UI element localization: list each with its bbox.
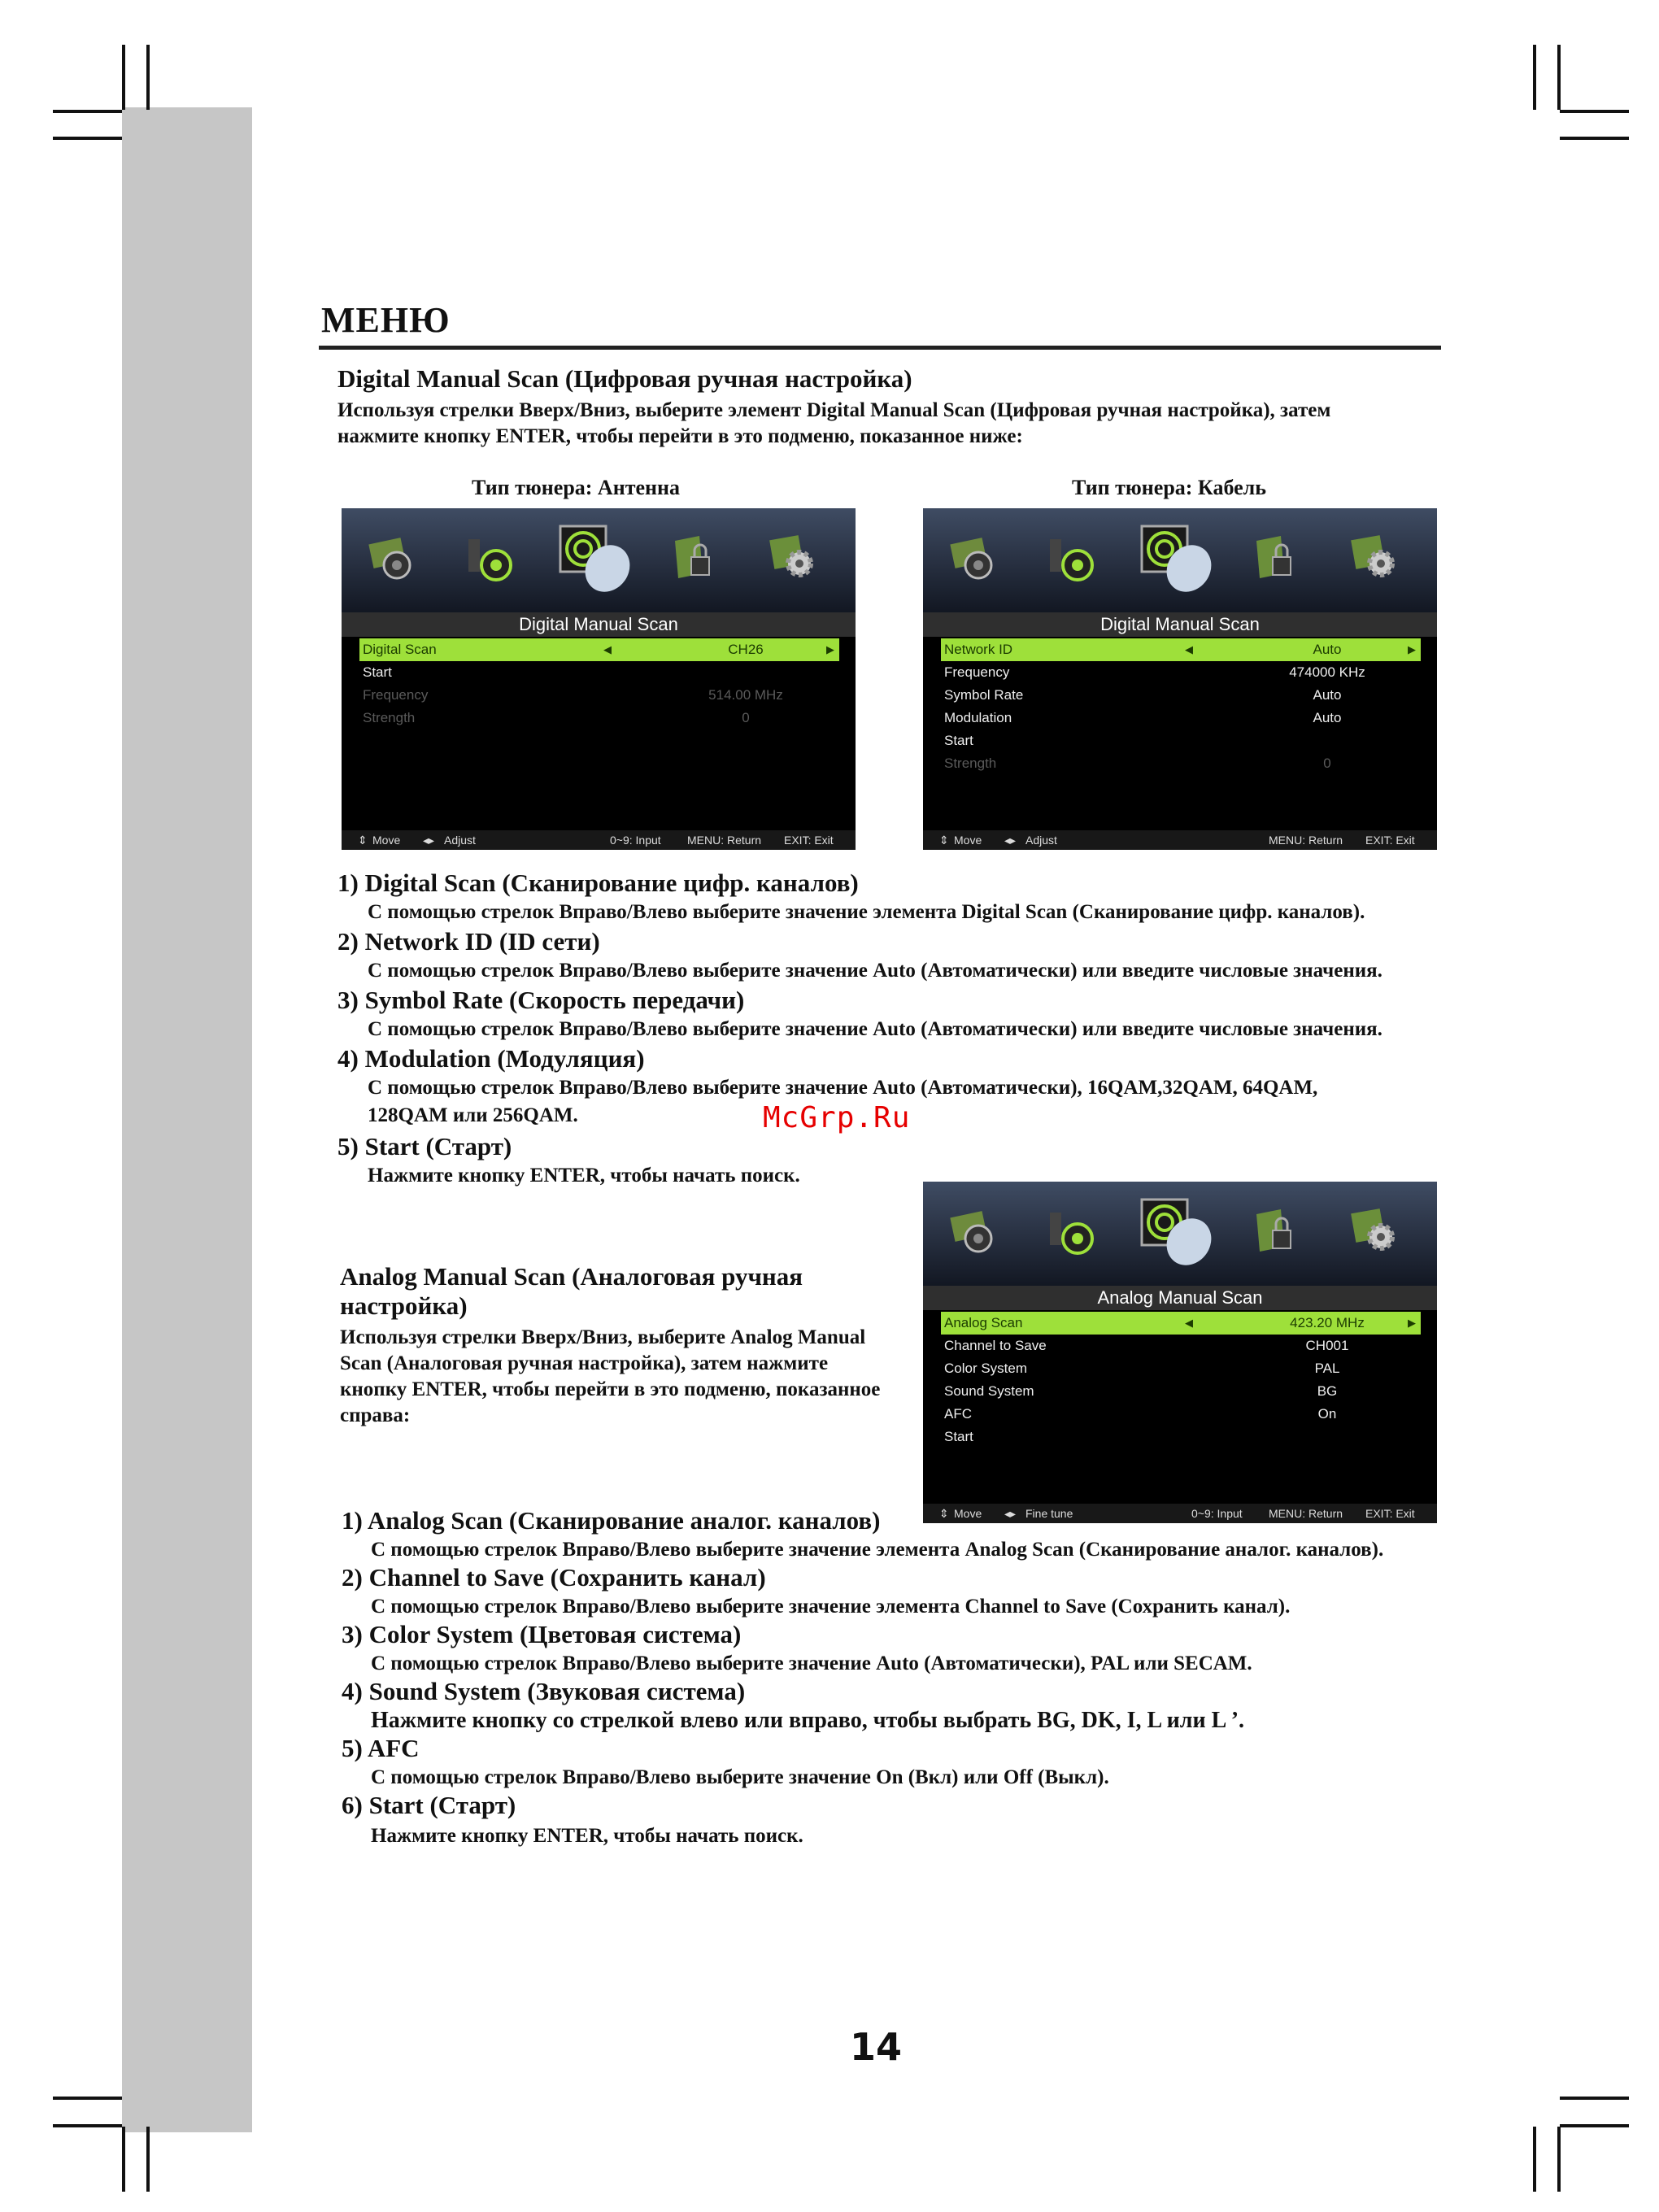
page-title: МЕНЮ [321,300,451,340]
analog-heading-line1: Analog Manual Scan (Аналоговая ручная [340,1262,803,1291]
side-band [122,107,252,2132]
footer-input: 0~9: Input [1191,1507,1243,1520]
left-arrow-icon[interactable]: ◀ [1185,1317,1193,1329]
menu-row-strength [941,752,1421,775]
footer-input: 0~9: Input [610,834,661,847]
digital-intro-line1: Используя стрелки Вверх/Вниз, выберите элемент Digital Manual Scan (Цифровая ручная настройка), затем [337,399,1331,421]
menu-row-network-id[interactable] [941,638,1421,661]
menu-title: Digital Manual Scan [923,612,1437,637]
row-label: Start [944,1429,973,1444]
footer-exit: EXIT: Exit [784,834,834,847]
analog-item-title: 5) AFC [342,1734,420,1762]
menu-row-modulation[interactable] [941,707,1421,729]
footer-move: Move [954,1507,982,1520]
digital-item-title: 3) Symbol Rate (Скорость передачи) [337,986,745,1014]
analog-item-text: Нажмите кнопку ENTER, чтобы начать поиск. [371,1825,803,1847]
icon-bar [923,508,1437,612]
analog-item-title: 2) Channel to Save (Сохранить канал) [342,1563,766,1592]
digital-item-text: С помощью стрелок Вправо/Влево выберите значение элемента Digital Scan (Сканирование цифр. каналов). [368,901,1365,923]
leftright-arrow-icon: ◂▸ [1004,834,1017,847]
lock-icon [1248,1206,1300,1258]
digital-item-text: С помощью стрелок Вправо/Влево выберите значение Auto (Автоматически) или введите числовые значения. [368,960,1382,982]
analog-item-text: С помощью стрелок Вправо/Влево выберите значение элемента Channel to Save (Сохранить канал). [371,1596,1291,1618]
picture-icon [947,533,999,585]
footer-exit: EXIT: Exit [1365,834,1415,847]
crop-mark [1560,137,1629,140]
footer-adjust: Adjust [1025,834,1057,847]
sound-icon [464,533,516,585]
row-value: Auto [1313,687,1342,703]
caption-antenna: Тип тюнера: Антенна [472,476,680,499]
row-label: AFC [944,1406,972,1422]
analog-item-title: 4) Sound System (Звуковая система) [342,1677,746,1705]
footer-exit: EXIT: Exit [1365,1507,1415,1520]
analog-intro-line: кнопку ENTER, чтобы перейти в это подменю, показанное [340,1378,881,1400]
row-value: Auto [1313,710,1342,725]
digital-item-title: 2) Network ID (ID сети) [337,927,600,956]
crop-mark [53,137,122,140]
tv-screen-cable [923,508,1437,850]
crop-mark [53,110,122,113]
row-label: Symbol Rate [944,687,1024,703]
digital-item-title: 5) Start (Старт) [337,1132,512,1160]
row-label: Strength [363,710,416,725]
menu-row-strength [359,707,839,729]
channel-icon [1139,523,1213,594]
row-label: Frequency [944,664,1010,680]
leftright-arrow-icon: ◂▸ [1004,1507,1017,1520]
crop-mark [146,45,150,110]
menu-row-color-system[interactable] [941,1357,1421,1380]
row-label: Modulation [944,710,1012,725]
settings-gear-icon [1350,1206,1402,1258]
menu-row-frequency [359,684,839,707]
digital-item-title: 4) Modulation (Модуляция) [337,1044,645,1073]
menu-footer [923,830,1437,850]
digital-item-text: С помощью стрелок Вправо/Влево выберите значение Auto (Автоматически) или введите числовые значения. [368,1018,1382,1040]
menu-row-start[interactable] [359,661,839,684]
menu-row-afc[interactable] [941,1403,1421,1426]
digital-item-text: Нажмите кнопку ENTER, чтобы начать поиск. [368,1165,800,1187]
tv-screen-antenna [342,508,856,850]
right-arrow-icon[interactable]: ▶ [1408,643,1416,655]
digital-item-title: 1) Digital Scan (Сканирование цифр. каналов) [337,869,859,897]
caption-cable: Тип тюнера: Кабель [1072,476,1266,499]
watermark-text: McGrp.Ru [763,1101,911,1134]
row-label: Color System [944,1361,1028,1376]
settings-gear-icon [1350,533,1402,585]
right-arrow-icon[interactable]: ▶ [1408,1317,1416,1329]
crop-mark [1560,2124,1629,2127]
analog-intro-line: Scan (Аналоговая ручная настройка), затем нажмите [340,1352,829,1374]
analog-item-text: С помощью стрелок Вправо/Влево выберите значение Auto (Автоматически), PAL или SECAM. [371,1652,1252,1674]
analog-item-title: 1) Analog Scan (Сканирование аналог. каналов) [342,1506,881,1535]
menu-row-start[interactable] [941,1426,1421,1448]
icon-bar [342,508,856,612]
footer-adjust: Adjust [444,834,476,847]
menu-footer [923,1504,1437,1523]
row-label: Strength [944,755,997,771]
crop-mark [122,45,125,110]
crop-mark [1560,110,1629,113]
crop-mark [1533,2127,1536,2192]
picture-icon [366,533,418,585]
crop-mark [53,2124,122,2127]
crop-mark [146,2127,150,2192]
sound-icon [1045,1206,1097,1258]
analog-intro-line: справа: [340,1404,411,1426]
digital-intro-line2: нажмите кнопку ENTER, чтобы перейти в это подменю, показанное ниже: [337,425,1023,447]
menu-title: Analog Manual Scan [923,1286,1437,1310]
picture-icon [947,1206,999,1258]
crop-mark [1533,45,1536,110]
settings-gear-icon [769,533,821,585]
digital-heading: Digital Manual Scan (Цифровая ручная настройка) [337,364,912,393]
icon-bar [923,1182,1437,1286]
row-value: CH001 [1305,1338,1349,1353]
footer-move: Move [954,834,982,847]
updown-arrow-icon: ⇕ [939,834,949,847]
row-label: Digital Scan [363,642,437,657]
row-label: Analog Scan [944,1315,1023,1330]
row-value: 0 [742,710,750,725]
left-arrow-icon[interactable]: ◀ [603,643,612,655]
row-label: Start [944,733,973,748]
analog-item-title: 3) Color System (Цветовая система) [342,1620,742,1648]
row-label: Network ID [944,642,1013,657]
channel-icon [1139,1196,1213,1268]
updown-arrow-icon: ⇕ [358,834,368,847]
row-value: 0 [1323,755,1331,771]
digital-item-text: С помощью стрелок Вправо/Влево выберите значение Auto (Автоматически), 16QAM,32QAM, 64QAM, [368,1077,1318,1099]
footer-adjust: Fine tune [1025,1507,1073,1520]
menu-row-sound-system[interactable] [941,1380,1421,1403]
crop-mark [1557,2127,1561,2192]
row-label: Sound System [944,1383,1034,1399]
digital-item-text-cont: 128QAM или 256QAM. [368,1104,578,1126]
analog-heading-line2: настройка) [340,1291,468,1320]
row-value: 474000 KHz [1289,664,1365,680]
row-value: BG [1317,1383,1338,1399]
footer-menu: MENU: Return [687,834,762,847]
analog-item-title: 6) Start (Старт) [342,1791,516,1819]
menu-row-start[interactable] [941,729,1421,752]
channel-icon [557,523,632,594]
updown-arrow-icon: ⇕ [939,1507,949,1520]
leftright-arrow-icon: ◂▸ [423,834,435,847]
title-divider [319,346,1441,350]
row-label: Start [363,664,392,680]
row-label: Channel to Save [944,1338,1047,1353]
menu-row-channel-to-save[interactable] [941,1335,1421,1357]
crop-mark [53,2097,122,2100]
menu-row-analog-scan[interactable] [941,1312,1421,1335]
row-value: 423.20 MHz [1290,1315,1365,1330]
crop-mark [122,2127,125,2192]
footer-move: Move [372,834,401,847]
lock-icon [667,533,719,585]
menu-footer [342,830,856,850]
crop-mark [1557,45,1561,110]
row-label: Frequency [363,687,429,703]
footer-menu: MENU: Return [1269,834,1343,847]
row-value: PAL [1314,1361,1340,1376]
row-value: CH26 [728,642,764,657]
right-arrow-icon[interactable]: ▶ [826,643,834,655]
left-arrow-icon[interactable]: ◀ [1185,643,1193,655]
analog-intro-line: Используя стрелки Вверх/Вниз, выберите Analog Manual [340,1326,866,1348]
lock-icon [1248,533,1300,585]
footer-menu: MENU: Return [1269,1507,1343,1520]
analog-item-text: Нажмите кнопку со стрелкой влево или вправо, чтобы выбрать BG, DK, I, L или L ’. [371,1708,1245,1733]
crop-mark [1560,2097,1629,2100]
analog-item-text: С помощью стрелок Вправо/Влево выберите значение On (Вкл) или Off (Выкл). [371,1766,1109,1788]
row-value: 514.00 MHz [708,687,783,703]
row-value: Auto [1313,642,1342,657]
menu-row-frequency[interactable] [941,661,1421,684]
analog-item-text: С помощью стрелок Вправо/Влево выберите значение элемента Analog Scan (Сканирование аналог. каналов). [371,1539,1384,1561]
sound-icon [1045,533,1097,585]
row-value: On [1317,1406,1337,1422]
page-number: 14 [850,2025,903,2069]
menu-row-symbol-rate[interactable] [941,684,1421,707]
menu-title: Digital Manual Scan [342,612,856,637]
tv-screen-analog [923,1182,1437,1523]
menu-row-digital-scan[interactable] [359,638,839,661]
